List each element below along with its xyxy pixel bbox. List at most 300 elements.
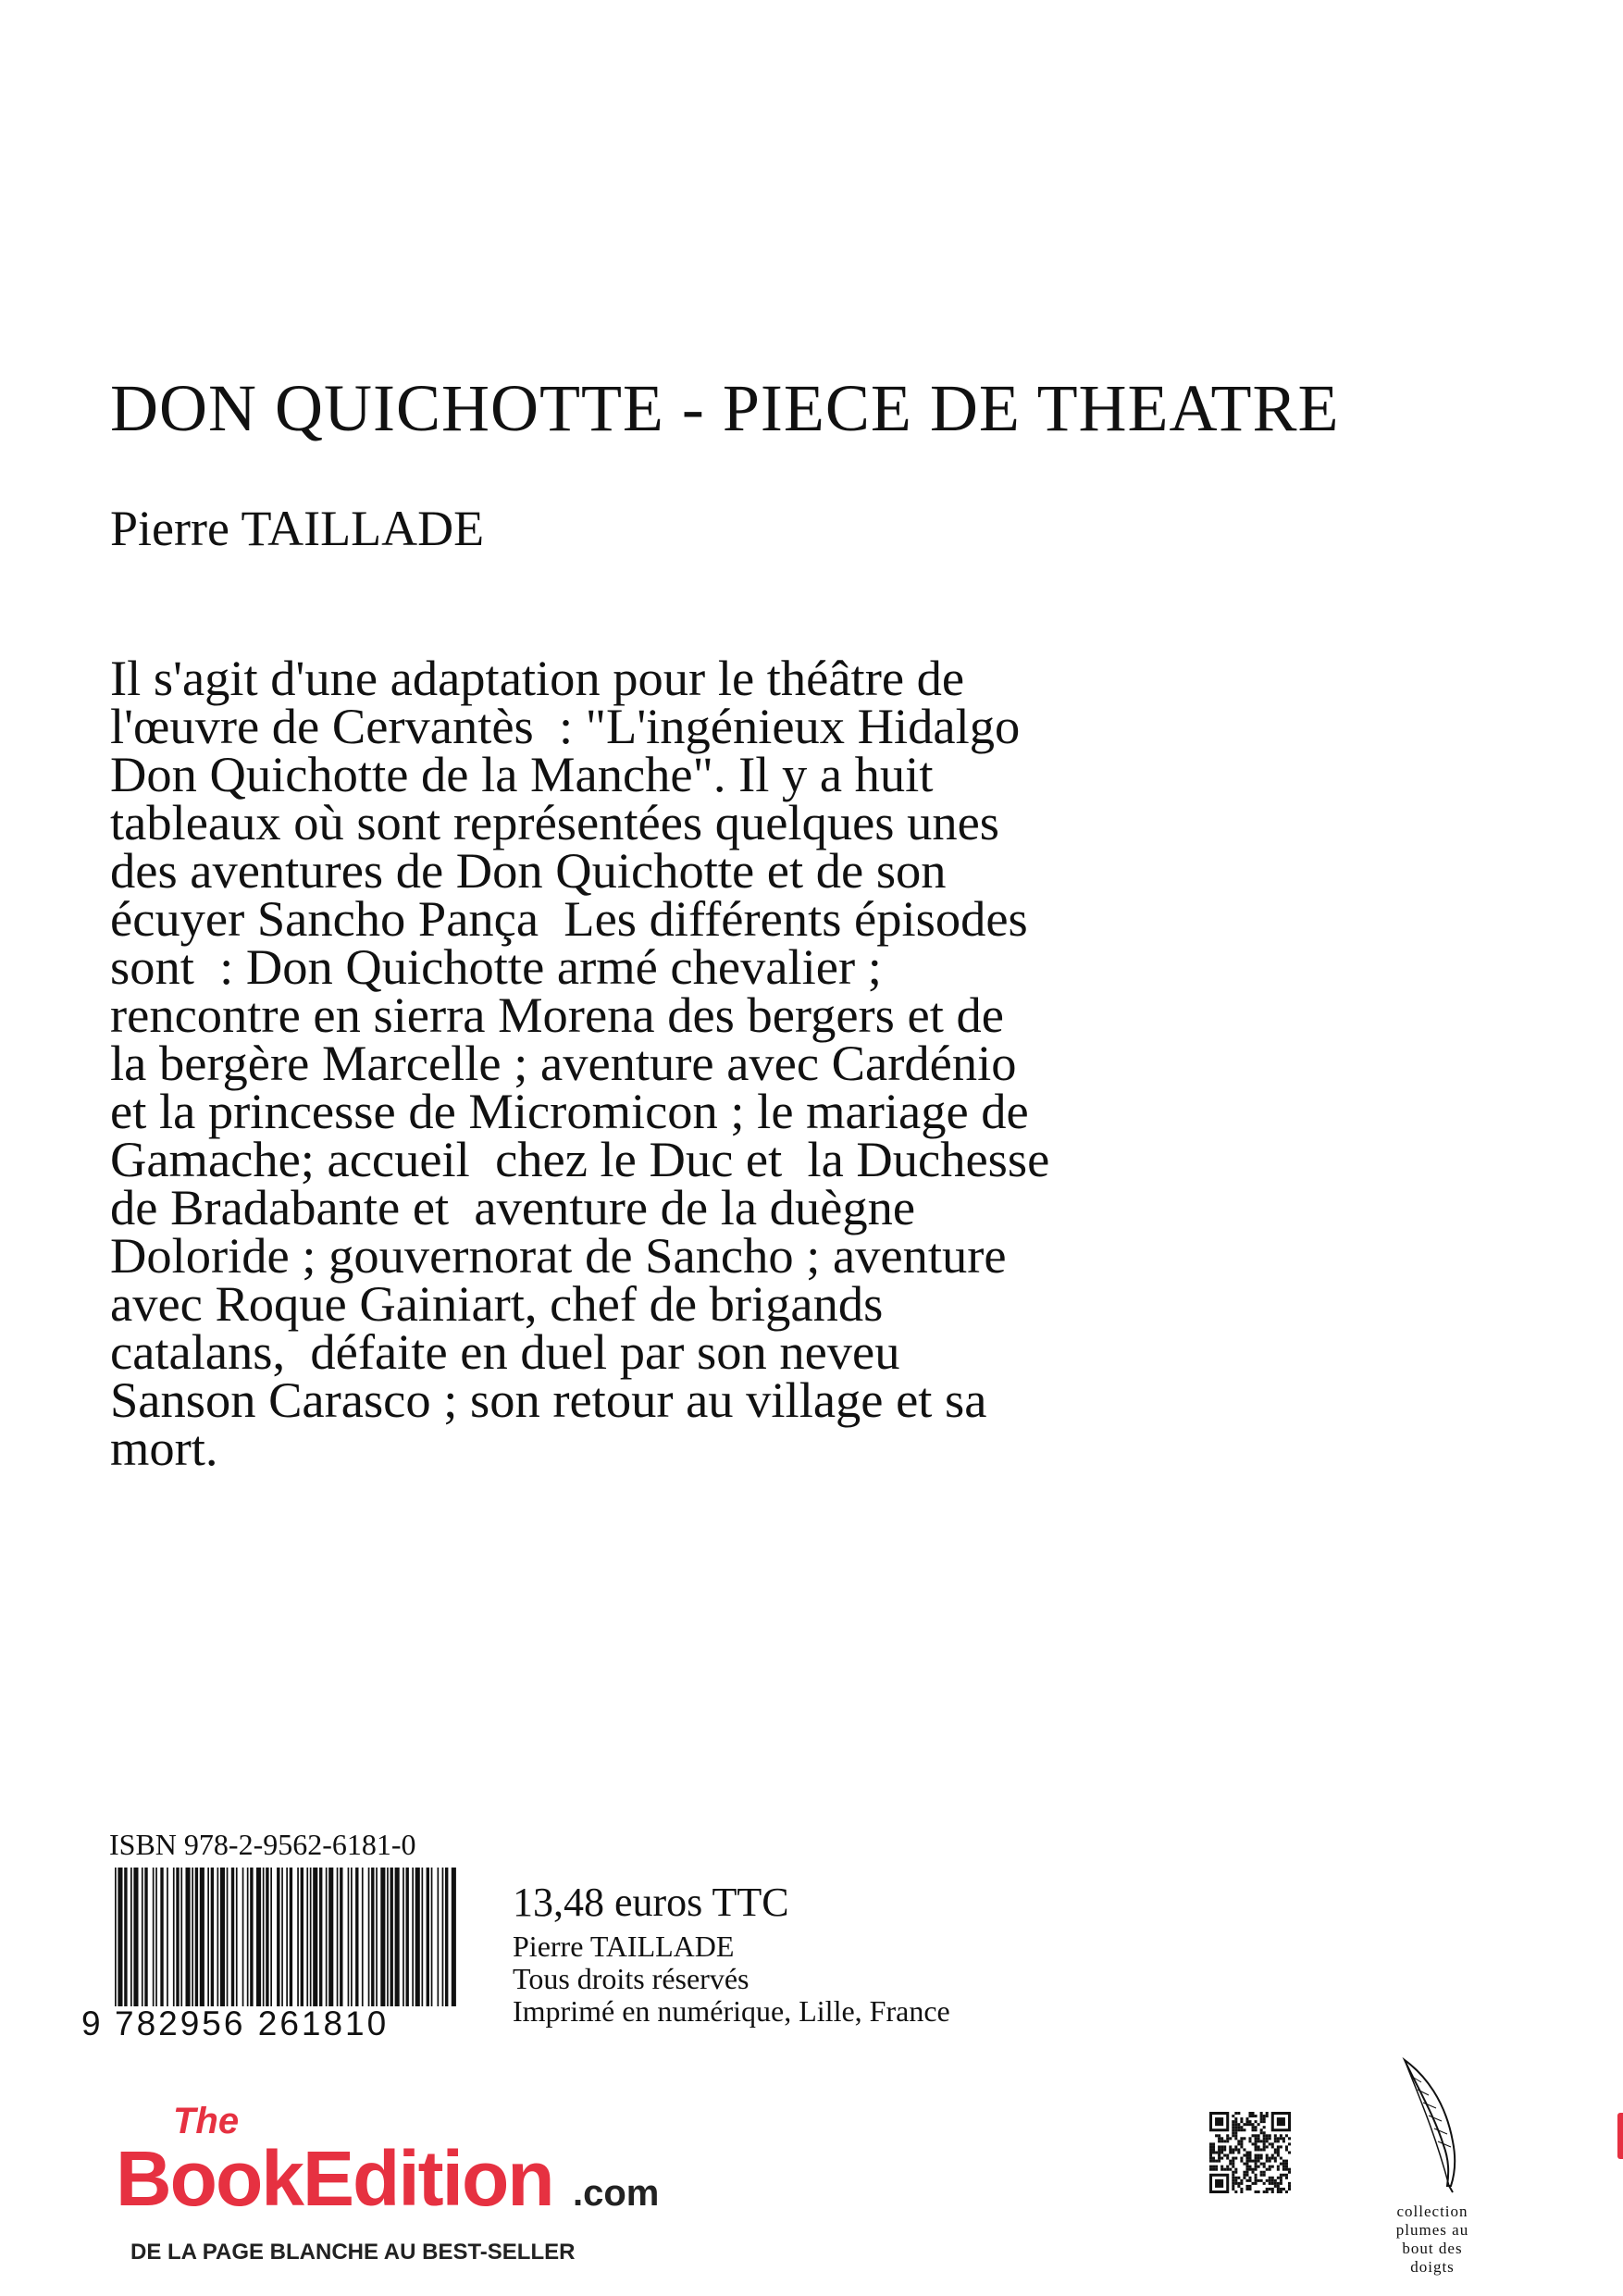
- qr-cell: [1274, 2182, 1277, 2185]
- qr-cell: [1252, 2142, 1255, 2145]
- qr-cell: [1240, 2126, 1243, 2128]
- qr-cell: [1255, 2177, 1258, 2179]
- qr-cell: [1277, 2148, 1280, 2151]
- qr-cell: [1212, 2157, 1215, 2160]
- barcode-bar: [310, 1868, 312, 2006]
- qr-cell: [1229, 2160, 1232, 2163]
- qr-cell: [1218, 2157, 1220, 2160]
- qr-cell: [1277, 2137, 1280, 2140]
- logo-the: The: [173, 2101, 240, 2141]
- qr-cell: [1260, 2112, 1263, 2115]
- qr-cell: [1215, 2117, 1223, 2126]
- qr-cell: [1285, 2168, 1288, 2171]
- barcode-bar: [200, 1868, 204, 2006]
- qr-cell: [1258, 2140, 1260, 2142]
- qr-cell: [1243, 2154, 1245, 2157]
- qr-cell: [1212, 2145, 1215, 2148]
- qr-cell: [1263, 2131, 1266, 2134]
- qr-cell: [1271, 2166, 1274, 2168]
- qr-cell: [1248, 2188, 1251, 2191]
- qr-cell: [1245, 2188, 1248, 2191]
- qr-cell: [1245, 2157, 1248, 2160]
- barcode-bar: [319, 1868, 322, 2006]
- qr-cell: [1234, 2112, 1237, 2115]
- qr-cell: [1269, 2142, 1271, 2145]
- qr-cell: [1234, 2177, 1237, 2179]
- qr-cell: [1258, 2145, 1260, 2148]
- barcode-bar: [250, 1868, 253, 2006]
- qr-cell: [1269, 2166, 1271, 2168]
- qr-cell: [1260, 2128, 1263, 2131]
- barcode-bar: [186, 1868, 191, 2006]
- qr-cell: [1277, 2117, 1285, 2126]
- qr-cell: [1232, 2123, 1234, 2126]
- qr-cell: [1232, 2188, 1234, 2191]
- qr-cell: [1288, 2142, 1291, 2145]
- qr-cell: [1218, 2154, 1220, 2157]
- qr-cell: [1282, 2137, 1285, 2140]
- logo-main: BookEdition: [116, 2135, 553, 2222]
- qr-cell: [1263, 2166, 1266, 2168]
- qr-cell: [1237, 2140, 1240, 2142]
- barcode-bar: [340, 1868, 342, 2006]
- qr-cell: [1285, 2160, 1288, 2163]
- qr-cell: [1258, 2123, 1260, 2126]
- barcode-bar: [192, 1868, 193, 2006]
- qr-cell: [1258, 2191, 1260, 2193]
- qr-cell: [1243, 2123, 1245, 2126]
- barcode-bar: [395, 1868, 400, 2006]
- qr-cell: [1237, 2182, 1240, 2185]
- qr-cell: [1232, 2115, 1234, 2117]
- qr-cell: [1245, 2120, 1248, 2123]
- qr-cell: [1258, 2137, 1260, 2140]
- qr-cell: [1223, 2140, 1226, 2142]
- collection-line: doigts: [1410, 2258, 1455, 2276]
- summary-line: Don Quichotte de la Manche". Il y a huit: [110, 746, 934, 802]
- qr-cell: [1237, 2142, 1240, 2145]
- qr-cell: [1255, 2179, 1258, 2182]
- qr-cell: [1245, 2154, 1248, 2157]
- qr-cell: [1274, 2185, 1277, 2188]
- qr-cell: [1263, 2182, 1266, 2185]
- qr-cell: [1271, 2177, 1274, 2179]
- qr-cell: [1232, 2151, 1234, 2153]
- qr-cell: [1255, 2148, 1258, 2151]
- qr-cell: [1248, 2154, 1251, 2157]
- barcode-bar: [118, 1868, 122, 2006]
- barcode-bar: [133, 1868, 138, 2006]
- qr-cell: [1209, 2157, 1212, 2160]
- isbn-label: ISBN 978-2-9562-6181-0: [109, 1828, 416, 1861]
- qr-cell: [1237, 2151, 1240, 2153]
- qr-cell: [1252, 2168, 1255, 2171]
- summary-line: rencontre en sierra Morena des bergers et de: [110, 987, 1004, 1043]
- qr-cell: [1234, 2123, 1237, 2126]
- barcode-bar: [242, 1868, 244, 2006]
- qr-cell: [1280, 2182, 1282, 2185]
- qr-cell: [1288, 2171, 1291, 2174]
- qr-cell: [1252, 2160, 1255, 2163]
- qr-cell: [1234, 2179, 1237, 2182]
- barcode-bar: [130, 1868, 132, 2006]
- qr-cell: [1280, 2134, 1282, 2137]
- qr-cell: [1252, 2126, 1255, 2128]
- qr-cell: [1248, 2123, 1251, 2126]
- qr-cell: [1237, 2128, 1240, 2131]
- qr-cell: [1252, 2115, 1255, 2117]
- qr-cell: [1280, 2163, 1282, 2166]
- barcode-bar: [160, 1868, 163, 2006]
- qr-cell: [1248, 2177, 1251, 2179]
- qr-cell: [1220, 2157, 1223, 2160]
- qr-cell: [1263, 2134, 1266, 2137]
- qr-cell: [1218, 2151, 1220, 2153]
- qr-cell: [1226, 2134, 1229, 2137]
- qr-cell: [1240, 2120, 1243, 2123]
- barcode-bar: [124, 1868, 127, 2006]
- qr-cell: [1240, 2188, 1243, 2191]
- qr-cell: [1212, 2166, 1215, 2168]
- barcode-bar: [301, 1868, 304, 2006]
- qr-cell: [1226, 2140, 1229, 2142]
- collection-line: plumes au: [1395, 2221, 1469, 2239]
- qr-cell: [1252, 2123, 1255, 2126]
- qr-cell: [1234, 2182, 1237, 2185]
- qr-cell: [1232, 2120, 1234, 2123]
- qr-cell: [1223, 2145, 1226, 2148]
- qr-cell: [1280, 2191, 1282, 2193]
- qr-cell: [1274, 2140, 1277, 2142]
- qr-cell: [1269, 2179, 1271, 2182]
- qr-cell: [1269, 2160, 1271, 2163]
- qr-cell: [1234, 2134, 1237, 2137]
- qr-cell: [1274, 2137, 1277, 2140]
- qr-cell: [1260, 2154, 1263, 2157]
- qr-cell: [1280, 2174, 1282, 2177]
- qr-cell: [1271, 2191, 1274, 2193]
- qr-cell: [1248, 2115, 1251, 2117]
- qr-cell: [1282, 2188, 1285, 2191]
- qr-cell: [1274, 2148, 1277, 2151]
- qr-cell: [1263, 2163, 1266, 2166]
- qr-cell: [1266, 2115, 1269, 2117]
- qr-cell: [1234, 2128, 1237, 2131]
- qr-cell: [1232, 2163, 1234, 2166]
- qr-cell: [1260, 2140, 1263, 2142]
- qr-cell: [1266, 2188, 1269, 2191]
- qr-cell: [1229, 2168, 1232, 2171]
- qr-cell: [1240, 2160, 1243, 2163]
- qr-cell: [1263, 2148, 1266, 2151]
- qr-cell: [1223, 2154, 1226, 2157]
- qr-cell: [1271, 2142, 1274, 2145]
- qr-cell: [1234, 2131, 1237, 2134]
- qr-cell: [1266, 2140, 1269, 2142]
- qr-cell: [1212, 2160, 1215, 2163]
- qr-cell: [1274, 2179, 1277, 2182]
- qr-cell: [1274, 2134, 1277, 2137]
- qr-cell: [1255, 2182, 1258, 2185]
- qr-cell: [1218, 2160, 1220, 2163]
- qr-cell: [1240, 2142, 1243, 2145]
- qr-cell: [1269, 2137, 1271, 2140]
- qr-cell: [1232, 2126, 1234, 2128]
- qr-cell: [1266, 2191, 1269, 2193]
- qr-cell: [1282, 2174, 1285, 2177]
- barcode-bar: [406, 1868, 409, 2006]
- barcode-bar: [376, 1868, 378, 2006]
- qr-cell: [1229, 2148, 1232, 2151]
- qr-cell: [1240, 2191, 1243, 2193]
- qr-cell: [1223, 2168, 1226, 2171]
- barcode-bar: [380, 1868, 385, 2006]
- qr-cell: [1277, 2177, 1280, 2179]
- qr-cell: [1288, 2151, 1291, 2153]
- qr-cell: [1209, 2166, 1212, 2168]
- qr-cell: [1209, 2160, 1212, 2163]
- qr-cell: [1255, 2142, 1258, 2145]
- barcode-bar: [286, 1868, 288, 2006]
- qr-cell: [1234, 2168, 1237, 2171]
- summary-line: et la princesse de Micromicon ; le mariage de: [110, 1083, 1029, 1139]
- qr-cell: [1209, 2168, 1212, 2171]
- qr-cell: [1218, 2137, 1220, 2140]
- summary-line: la bergère Marcelle ; aventure avec Cardénio: [110, 1035, 1017, 1091]
- qr-cell: [1288, 2182, 1291, 2185]
- qr-cell: [1255, 2160, 1258, 2163]
- qr-cell: [1226, 2168, 1229, 2171]
- barcode-bar: [256, 1868, 261, 2006]
- barcode-bar: [220, 1868, 225, 2006]
- qr-cell: [1215, 2134, 1218, 2137]
- qr-cell: [1260, 2148, 1263, 2151]
- qr-cell: [1232, 2160, 1234, 2163]
- barcode-icon: [81, 1868, 461, 2006]
- qr-cell: [1266, 2154, 1269, 2157]
- barcode-bar: [270, 1868, 272, 2006]
- barcode: [81, 1868, 461, 2042]
- qr-cell: [1240, 2117, 1243, 2120]
- qr-cell: [1248, 2140, 1251, 2142]
- barcode-bar: [442, 1868, 444, 2006]
- qr-cell: [1215, 2168, 1218, 2171]
- qr-cell: [1266, 2179, 1269, 2182]
- qr-cell: [1285, 2191, 1288, 2193]
- qr-cell: [1274, 2157, 1277, 2160]
- qr-cell: [1220, 2151, 1223, 2153]
- qr-cell: [1237, 2123, 1240, 2126]
- book-summary: [110, 650, 1220, 1476]
- barcode-bar: [180, 1868, 182, 2006]
- barcode-bar: [427, 1868, 429, 2006]
- qr-cell: [1269, 2188, 1271, 2191]
- qr-cell: [1255, 2168, 1258, 2171]
- qr-cell: [1245, 2166, 1248, 2168]
- qr-cell: [1277, 2154, 1280, 2157]
- qr-cell: [1269, 2157, 1271, 2160]
- qr-cell: [1240, 2182, 1243, 2185]
- barcode-bar: [195, 1868, 198, 2006]
- qr-cell: [1226, 2157, 1229, 2160]
- qr-cell: [1220, 2168, 1223, 2171]
- qr-cell: [1258, 2148, 1260, 2151]
- barcode-bar: [415, 1868, 420, 2006]
- barcode-bar: [217, 1868, 219, 2006]
- qr-cell: [1266, 2160, 1269, 2163]
- barcode-bar: [167, 1868, 168, 2006]
- qr-cell: [1263, 2117, 1266, 2120]
- qr-cell: [1218, 2140, 1220, 2142]
- barcode-bar: [144, 1868, 147, 2006]
- qr-cell: [1237, 2185, 1240, 2188]
- qr-cell: [1226, 2154, 1229, 2157]
- qr-cell: [1258, 2134, 1260, 2137]
- qr-cell: [1288, 2185, 1291, 2188]
- qr-cell: [1263, 2120, 1266, 2123]
- qr-cell: [1277, 2166, 1280, 2168]
- qr-cell: [1240, 2145, 1243, 2148]
- qr-cell: [1215, 2151, 1218, 2153]
- summary-line: l'œuvre de Cervantès : "L'ingénieux Hidalgo: [110, 698, 1021, 754]
- qr-cell: [1282, 2168, 1285, 2171]
- qr-cell: [1248, 2112, 1251, 2115]
- summary-line: Doloride ; gouvernorat de Sancho ; aventure: [110, 1227, 1007, 1284]
- qr-cell: [1260, 2115, 1263, 2117]
- qr-cell: [1234, 2117, 1237, 2120]
- qr-cell: [1218, 2134, 1220, 2137]
- qr-cell: [1209, 2151, 1212, 2153]
- summary-line: catalans, défaite en duel par son neveu: [110, 1323, 900, 1380]
- qr-cell: [1271, 2179, 1274, 2182]
- collection-label: [1369, 2203, 1495, 2277]
- qr-cell: [1260, 2131, 1263, 2134]
- barcode-bar: [368, 1868, 370, 2006]
- summary-line: mort.: [110, 1420, 218, 1476]
- qr-cell: [1245, 2117, 1248, 2120]
- qr-cell: [1232, 2177, 1234, 2179]
- qr-cell: [1269, 2168, 1271, 2171]
- qr-cell: [1245, 2174, 1248, 2177]
- qr-cell: [1218, 2148, 1220, 2151]
- qr-cell: [1243, 2148, 1245, 2151]
- barcode-bar: [431, 1868, 433, 2006]
- barcode-bar: [452, 1868, 456, 2006]
- qr-cell: [1232, 2131, 1234, 2134]
- qr-cell: [1255, 2128, 1258, 2131]
- qr-cell: [1255, 2145, 1258, 2148]
- qr-cell: [1277, 2188, 1280, 2191]
- qr-cell: [1282, 2166, 1285, 2168]
- qr-cell: [1215, 2160, 1218, 2163]
- qr-cell: [1277, 2182, 1280, 2185]
- qr-cell: [1255, 2115, 1258, 2117]
- barcode-bar: [438, 1868, 440, 2006]
- barcode-bar: [142, 1868, 143, 2006]
- qr-cell: [1240, 2128, 1243, 2131]
- qr-cell: [1252, 2182, 1255, 2185]
- qr-cell: [1229, 2151, 1232, 2153]
- qr-cell: [1274, 2160, 1277, 2163]
- qr-cell: [1229, 2163, 1232, 2166]
- barcode-bar: [266, 1868, 268, 2006]
- qr-cell: [1232, 2134, 1234, 2137]
- qr-cell: [1266, 2168, 1269, 2171]
- barcode-bar: [351, 1868, 353, 2006]
- barcode-bar: [313, 1868, 317, 2006]
- qr-cell: [1263, 2137, 1266, 2140]
- qr-cell: [1260, 2179, 1263, 2182]
- qr-cell: [1255, 2163, 1258, 2166]
- qr-cell: [1274, 2151, 1277, 2153]
- qr-cell: [1248, 2160, 1251, 2163]
- qr-cell: [1232, 2185, 1234, 2188]
- qr-cell: [1248, 2168, 1251, 2171]
- qr-cell: [1263, 2140, 1266, 2142]
- barcode-bar: [173, 1868, 175, 2006]
- qr-cell: [1263, 2171, 1266, 2174]
- qr-cell: [1280, 2188, 1282, 2191]
- summary-line: sont : Don Quichotte armé chevalier ;: [110, 938, 882, 995]
- barcode-bar: [263, 1868, 265, 2006]
- barcode-bar: [115, 1868, 117, 2006]
- qr-cell: [1245, 2168, 1248, 2171]
- qr-cell: [1285, 2163, 1288, 2166]
- barcode-bar: [211, 1868, 214, 2006]
- qr-cell: [1255, 2154, 1258, 2157]
- barcode-bar: [236, 1868, 238, 2006]
- price: 13,48 euros TTC: [513, 1880, 789, 1925]
- qr-cell: [1245, 2163, 1248, 2166]
- qr-cell: [1263, 2191, 1266, 2193]
- barcode-bar: [277, 1868, 279, 2006]
- barcode-bar: [371, 1868, 374, 2006]
- qr-cell: [1277, 2191, 1280, 2193]
- qr-cell: [1260, 2171, 1263, 2174]
- qr-cell: [1223, 2148, 1226, 2151]
- qr-cell: [1245, 2151, 1248, 2153]
- edge-mark: [1617, 2113, 1623, 2159]
- qr-cell: [1285, 2148, 1288, 2151]
- qr-cell: [1212, 2142, 1215, 2145]
- qr-cell: [1234, 2171, 1237, 2174]
- qr-cell: [1252, 2128, 1255, 2131]
- qr-cell: [1271, 2145, 1274, 2148]
- qr-cell: [1277, 2151, 1280, 2153]
- qr-cell: [1260, 2157, 1263, 2160]
- qr-cell: [1266, 2157, 1269, 2160]
- qr-cell: [1285, 2134, 1288, 2137]
- barcode-first-digit: 9: [81, 2004, 104, 2042]
- qr-cell: [1209, 2145, 1212, 2148]
- qr-cell: [1260, 2117, 1263, 2120]
- qr-cell: [1248, 2179, 1251, 2182]
- qr-cell: [1229, 2145, 1232, 2148]
- qr-cell: [1266, 2145, 1269, 2148]
- qr-cell: [1252, 2112, 1255, 2115]
- qr-cell: [1232, 2157, 1234, 2160]
- barcode-bar: [281, 1868, 283, 2006]
- qr-cell: [1282, 2163, 1285, 2166]
- qr-cell: [1245, 2160, 1248, 2163]
- qr-cell: [1266, 2137, 1269, 2140]
- summary-line: Gamache; accueil chez le Duc et la Duchesse: [110, 1131, 1050, 1187]
- qr-cell: [1234, 2157, 1237, 2160]
- qr-cell: [1240, 2140, 1243, 2142]
- qr-cell: [1255, 2174, 1258, 2177]
- barcode-bar: [348, 1868, 350, 2006]
- qr-cell: [1255, 2157, 1258, 2160]
